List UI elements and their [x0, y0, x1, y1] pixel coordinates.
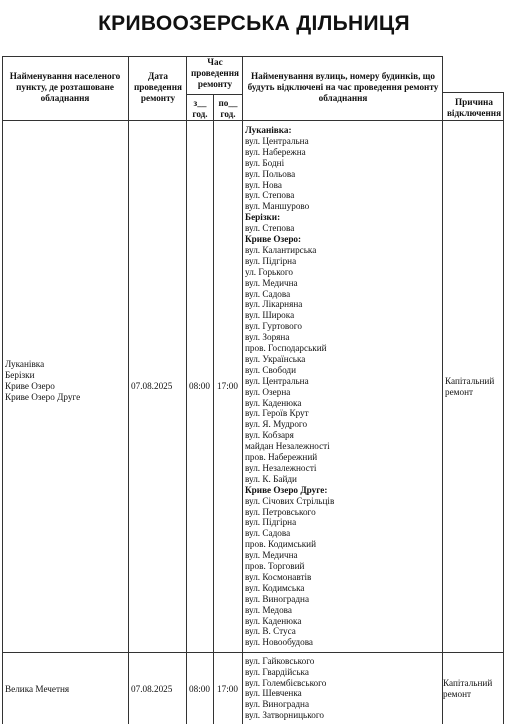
street-item: вул. В. Стуса [245, 626, 296, 637]
col-divider-reason [442, 56, 443, 724]
table-left-border [2, 56, 3, 724]
time-subheader-divider [186, 94, 242, 95]
street-item: вул. Героїв Крут [245, 408, 309, 419]
col-divider-date [128, 56, 129, 724]
street-item: вул. Маншурово [245, 201, 310, 212]
street-item: вул. Бодні [245, 157, 285, 168]
row1-settlements [5, 359, 127, 403]
street-item: вул. Голембієвського [245, 677, 327, 688]
settlement-name: Луканівка [5, 359, 45, 369]
street-item: вул. Набережна [245, 146, 306, 157]
street-item: ул. Горького [245, 266, 293, 277]
street-item: вул. Лікарняна [245, 299, 303, 310]
street-item: пров. Господарський [245, 343, 327, 353]
street-item: вул. Підгірна [245, 255, 297, 266]
row1-time-to: 17:00 [217, 381, 238, 391]
row1-date: 07.08.2025 [131, 381, 173, 391]
street-item: вул. Широка [245, 310, 295, 321]
row-divider [2, 652, 504, 653]
table-right-border [503, 92, 504, 724]
street-item: вул. Підгірна [245, 517, 297, 528]
street-item: вул. Гвардійська [245, 666, 309, 677]
street-item: вул. Січових Стрільців [245, 495, 335, 506]
street-item: вул. Каденюка [245, 397, 302, 408]
reason-header-top [442, 92, 504, 93]
street-item: вул. Зоряна [245, 332, 290, 343]
street-item: вул. Медова [245, 604, 292, 615]
row2-date: 07.08.2025 [131, 684, 173, 694]
header-bottom-border [2, 120, 504, 121]
street-item: пров. Торговий [245, 561, 305, 571]
street-item: вул. Каденюка [245, 615, 302, 626]
street-item: вул. Садова [245, 528, 291, 539]
street-item: вул. Степова [245, 190, 295, 201]
header-settlement: Найменування населеного пункту, де розташоване обладнання [9, 71, 121, 103]
row2-time-from: 08:00 [189, 684, 210, 694]
street-item: вул. Нова [245, 179, 282, 190]
header-date: Дата проведення ремонту [134, 71, 182, 103]
header-reason: Причина відключення [446, 97, 502, 118]
street-item: вул. Виноградна [245, 699, 310, 710]
street-item: вул. Космонавтів [245, 571, 312, 582]
street-item: вул. Озерна [245, 386, 291, 397]
street-item: пров. Кодимський [245, 539, 317, 550]
page-title: КРИВООЗЕРСЬКА ДІЛЬНИЦЯ [98, 12, 410, 35]
street-item: вул. К. Байди [245, 473, 297, 484]
street-item: вул. Затворницького [245, 710, 324, 720]
street-item: вул. Центральна [245, 135, 309, 146]
street-item: вул. Виноградна [245, 593, 310, 604]
row1-reason: Капітальний ремонт [445, 376, 495, 397]
street-item: вул. Медична [245, 277, 298, 288]
settlement-heading: Криве Озеро Друге: [245, 484, 328, 495]
street-item: вул. Гуртового [245, 321, 302, 332]
settlement-name: Криве Озеро Друге [5, 392, 81, 402]
street-item: вул. Медична [245, 550, 298, 561]
street-item: майдан Незалежності [245, 441, 330, 452]
col-divider-from-to [213, 94, 214, 724]
settlement-name: Велика Мечетня [5, 684, 70, 694]
row2-reason: Капітальний ремонт [443, 678, 493, 699]
col-divider-streets [242, 56, 243, 724]
settlement-heading: Криве Озеро: [245, 234, 302, 244]
outage-table [2, 56, 504, 724]
street-item: пров. Набережний [245, 452, 318, 462]
street-item: вул. Кобзаря [245, 430, 294, 441]
street-item: вул. Я. Мудрого [245, 419, 308, 430]
settlement-name: Берізки [5, 370, 35, 380]
row2-settlements [5, 684, 127, 695]
street-item: вул. Польова [245, 168, 296, 179]
street-item: вул. Калантирська [245, 244, 317, 255]
col-divider-time [186, 56, 187, 724]
street-item: вул. Петровського [245, 506, 316, 517]
header-streets: Найменування вулиць, номеру будинків, що будуть відключені на час проведення ремонту обладнання [247, 71, 439, 103]
street-item: вул. Центральна [245, 375, 309, 386]
street-item: вул. Незалежності [245, 462, 317, 473]
header-time: Час проведення ремонту [191, 57, 239, 89]
street-item: вул. Гайковського [245, 656, 315, 666]
street-item: вул. Степова [245, 223, 295, 234]
row2-time-to: 17:00 [217, 684, 238, 694]
street-item: вул. Новообудова [245, 637, 313, 648]
settlement-heading: Берізки: [245, 212, 281, 223]
settlement-name: Криве Озеро [5, 381, 55, 391]
settlement-heading: Луканівка: [245, 125, 292, 135]
header-to: по__ год. [218, 98, 238, 119]
street-item: вул. Українська [245, 353, 306, 364]
street-item: вул. Шевченка [245, 688, 302, 699]
header-from: з__ год. [192, 98, 208, 119]
row1-time-from: 08:00 [189, 381, 210, 391]
street-item: вул. Кодимська [245, 582, 305, 593]
street-item: вул. Свободи [245, 364, 296, 375]
street-item: вул. Садова [245, 288, 291, 299]
